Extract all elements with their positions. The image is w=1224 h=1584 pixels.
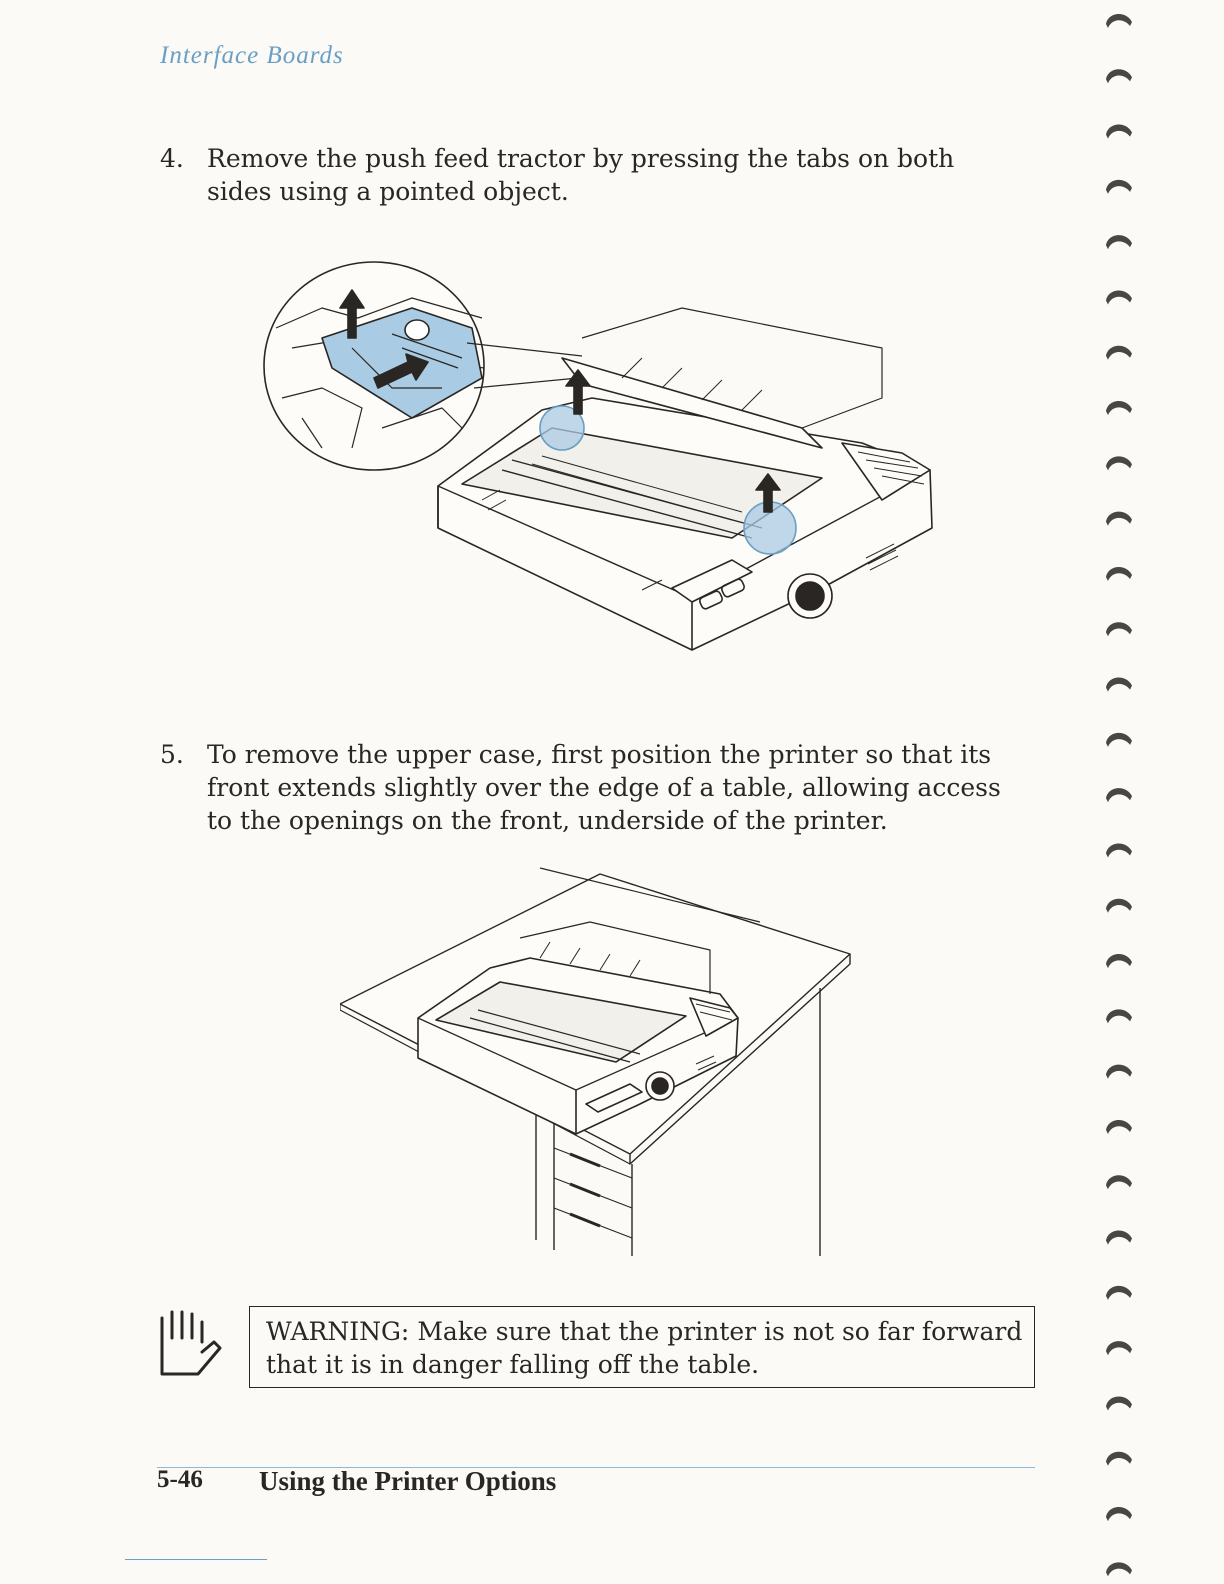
section-title: Using the Printer Options	[259, 1466, 557, 1496]
warning-box	[249, 1306, 1035, 1388]
page-number: 5-46	[157, 1466, 203, 1493]
spiral-ring	[1106, 1452, 1132, 1466]
warning-label: WARNING:	[266, 1317, 410, 1346]
spiral-ring	[1106, 401, 1132, 415]
spiral-ring	[1106, 1396, 1132, 1410]
spiral-ring	[1106, 290, 1132, 304]
spiral-ring	[1106, 899, 1132, 913]
spiral-ring	[1106, 1341, 1132, 1355]
spiral-ring	[1106, 456, 1132, 470]
spiral-ring	[1106, 1009, 1132, 1023]
spiral-binding	[1100, 0, 1140, 1584]
spiral-ring	[1106, 843, 1132, 857]
spiral-ring	[1106, 235, 1132, 249]
spiral-ring	[1106, 1065, 1132, 1079]
step-4	[160, 142, 1020, 208]
hand-icon	[158, 1308, 224, 1380]
step-number: 5.	[160, 740, 184, 769]
spiral-ring	[1106, 733, 1132, 747]
step-text: Remove the push feed tractor by pressing the tabs on both sides using a pointed object.	[207, 144, 955, 206]
spiral-ring	[1106, 125, 1132, 139]
spiral-ring	[1106, 1120, 1132, 1134]
spiral-ring	[1106, 1507, 1132, 1521]
spiral-ring	[1106, 567, 1132, 581]
step-5	[160, 738, 1020, 837]
spiral-ring	[1106, 512, 1132, 526]
printer-tractor-removal-illustration	[262, 238, 942, 704]
spiral-ring	[1106, 346, 1132, 360]
spiral-ring	[1106, 678, 1132, 692]
printer-on-table-edge-illustration	[340, 858, 860, 1268]
running-head: Interface Boards	[160, 42, 344, 69]
spiral-ring	[1106, 69, 1132, 83]
step-number: 4.	[160, 144, 184, 173]
spiral-ring	[1106, 788, 1132, 802]
spiral-ring	[1106, 1286, 1132, 1300]
inset-magnifier	[264, 262, 484, 470]
step-text: To remove the upper case, first position the printer so that its front extends slightly over the edge of a table, allowing access to the openings on the front, underside of the printer.	[207, 740, 1001, 835]
printer-body	[438, 308, 932, 650]
warning-text: Make sure that the printer is not so far forward that it is in danger falling off the table.	[266, 1317, 1023, 1379]
spiral-ring	[1106, 622, 1132, 636]
spiral-ring	[1106, 1562, 1132, 1576]
bottom-rule	[125, 1559, 267, 1560]
spiral-ring	[1106, 180, 1132, 194]
spiral-ring	[1106, 954, 1132, 968]
spiral-ring	[1106, 1231, 1132, 1245]
spiral-ring	[1106, 1175, 1132, 1189]
spiral-ring	[1106, 14, 1132, 28]
